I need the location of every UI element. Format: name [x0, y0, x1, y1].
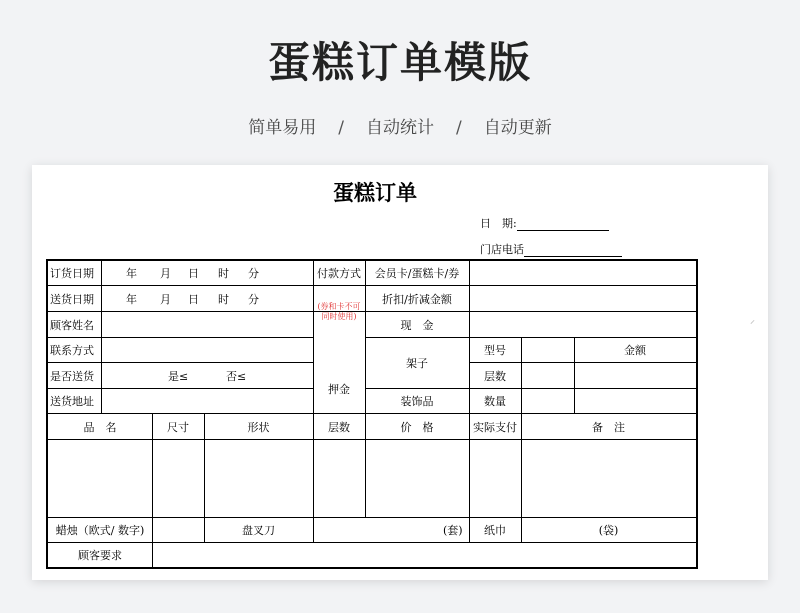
layers-label: 层数: [484, 369, 506, 383]
napkin-label: 纸巾: [484, 524, 506, 537]
feature-item: 自动更新: [483, 118, 552, 138]
delivery-date-label: 送货日期: [50, 292, 94, 306]
month-label: 月: [160, 267, 171, 280]
contact-label: 联系方式: [50, 344, 94, 357]
order-form-sheet: [32, 165, 768, 580]
discount-label: 折扣/折减金额: [382, 292, 452, 306]
phone-field[interactable]: [480, 241, 622, 257]
form-title: 蛋糕订单: [333, 180, 417, 205]
feature-separator: /: [338, 118, 344, 138]
bag-unit: (袋): [598, 524, 619, 537]
amount-label: 金额: [624, 344, 646, 357]
edge-mark: ⸝: [750, 315, 755, 326]
row-divider: [48, 439, 696, 440]
candle-label: 蜡烛（欧式/ 数字): [55, 524, 145, 537]
card-value[interactable]: [469, 261, 696, 285]
customer-name-label: 顾客姓名: [50, 318, 94, 332]
phone-input-line[interactable]: [524, 245, 622, 257]
date-input-line[interactable]: [517, 219, 609, 231]
date-label: 日 期:: [480, 217, 517, 230]
knife-label: 盘叉刀: [242, 524, 275, 537]
requirements-label: 顾客要求: [78, 549, 122, 562]
yes-option[interactable]: 是≤: [168, 369, 189, 383]
card-label: 会员卡/蛋糕卡/券: [374, 267, 460, 280]
minute-label: 分: [248, 267, 259, 280]
hour-label: 时: [218, 267, 229, 280]
decor-label: 装饰品: [400, 395, 434, 408]
quantity-label: 数量: [484, 395, 506, 408]
feature-item: 自动统计: [366, 118, 434, 138]
header-remarks: 备 注: [592, 420, 625, 434]
year-label: 年: [126, 267, 137, 280]
phone-label: 门店电话: [480, 243, 524, 256]
col-divider: [313, 439, 314, 542]
requirements-value[interactable]: [152, 543, 696, 567]
feature-separator: /: [456, 118, 462, 138]
payment-method-label: 付款方式: [317, 267, 361, 280]
header-layers: 层数: [328, 420, 350, 434]
date-field[interactable]: [480, 215, 609, 231]
year-label: 年: [126, 292, 137, 306]
feature-item: 简单易用: [248, 118, 317, 138]
header-price: 价 格: [400, 420, 434, 434]
address-label: 送货地址: [50, 395, 94, 408]
header-size: 尺寸: [167, 420, 189, 434]
header-product-name: 品 名: [83, 420, 117, 434]
minute-label: 分: [248, 292, 259, 306]
day-label: 日: [188, 292, 199, 306]
cash-label: 现 金: [400, 318, 434, 332]
rack-label: 架子: [406, 357, 428, 370]
hour-label: 时: [218, 292, 229, 306]
model-label: 型号: [484, 344, 506, 357]
col-divider: [521, 337, 522, 413]
order-table: [46, 259, 698, 569]
feature-list: [0, 113, 800, 138]
no-option[interactable]: 否≤: [226, 369, 247, 383]
voucher-card-note: (券和卡不可同时使用): [317, 302, 361, 321]
header-shape: 形状: [247, 420, 270, 434]
header-actual-payment: 实际支付: [473, 420, 517, 434]
is-delivery-label: 是否送货: [50, 369, 94, 383]
col-divider: [101, 261, 102, 413]
deposit-label: 押金: [328, 382, 350, 396]
set-unit: (套): [443, 524, 463, 537]
page-title: 蛋糕订单模版: [267, 38, 532, 87]
month-label: 月: [160, 292, 171, 306]
day-label: 日: [188, 267, 199, 280]
order-date-label: 订货日期: [50, 267, 94, 280]
col-divider: [365, 439, 366, 517]
